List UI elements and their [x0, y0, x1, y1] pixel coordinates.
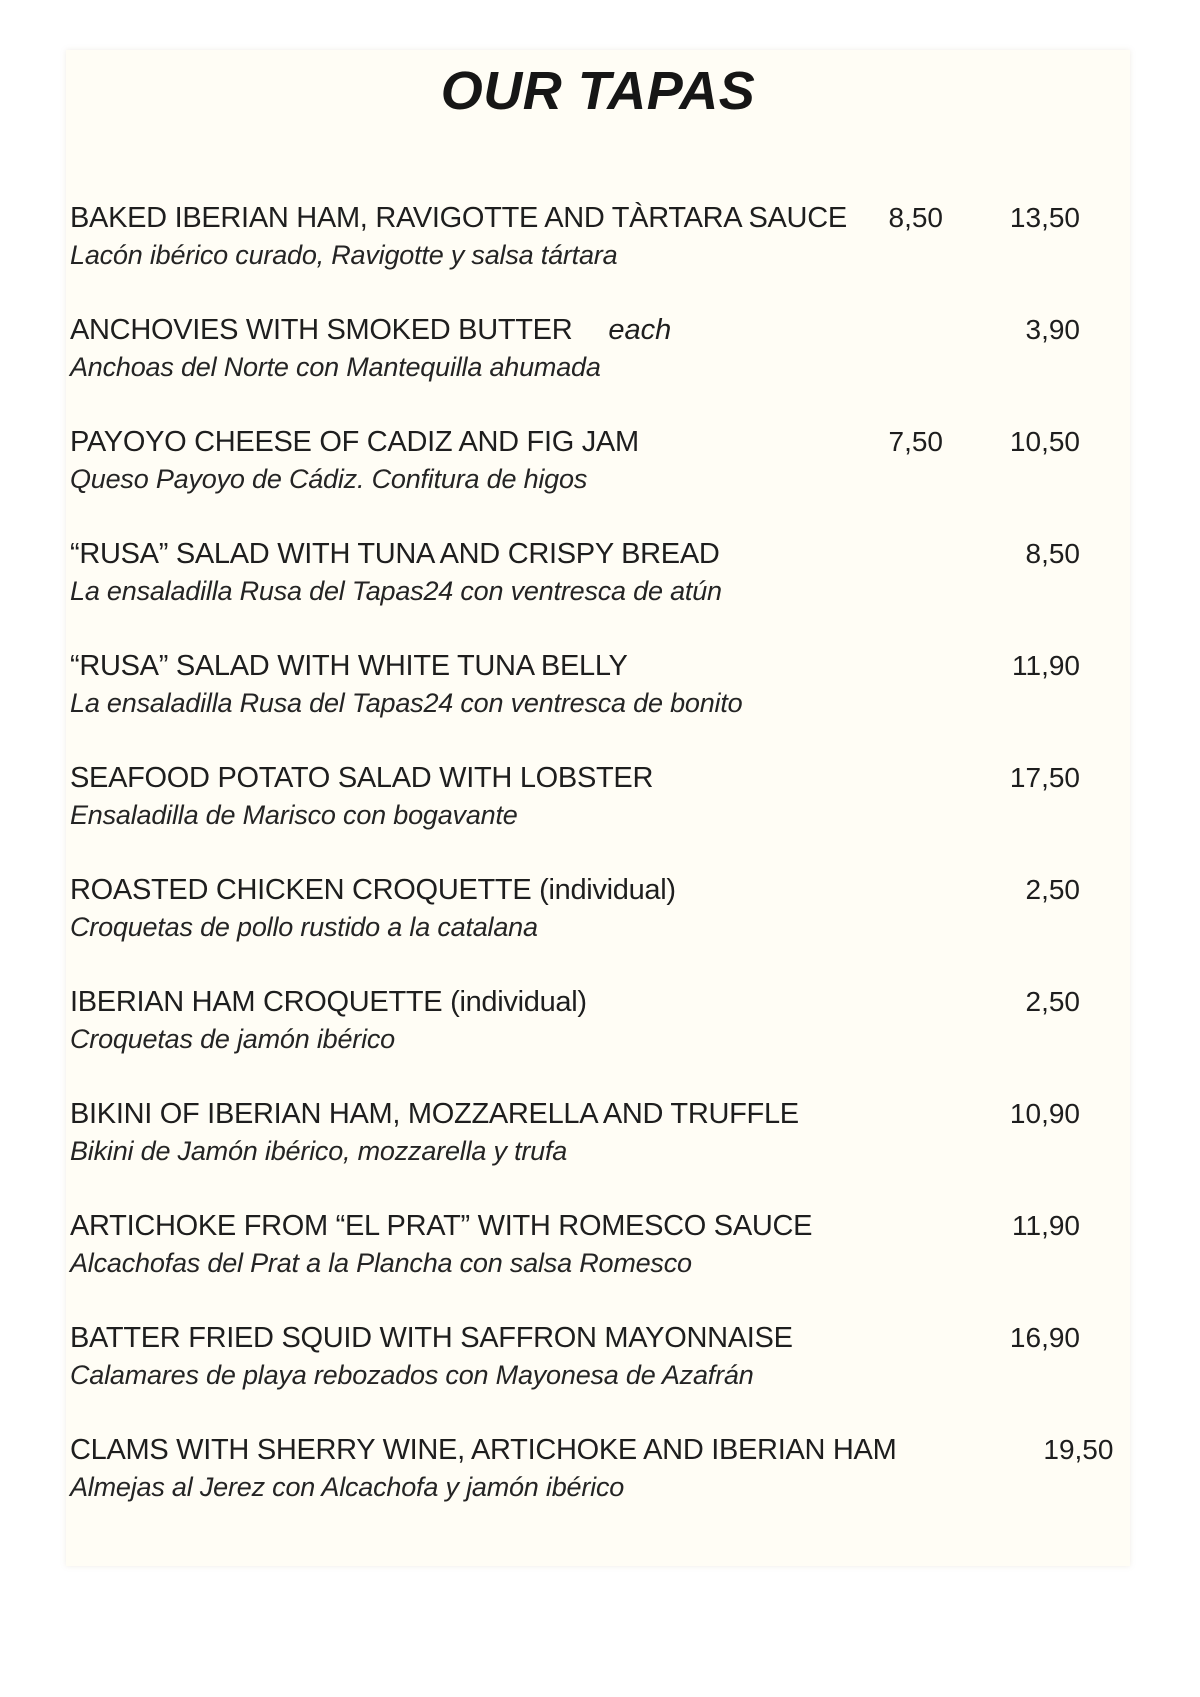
item-name-line	[70, 1209, 863, 1244]
menu-item	[66, 200, 1130, 272]
menu-item-row	[70, 1432, 1114, 1468]
menu-item	[66, 1432, 1130, 1504]
menu-item-row	[70, 648, 1080, 684]
menu-item	[66, 648, 1130, 720]
item-name-line	[70, 873, 863, 908]
item-name: IBERIAN HAM CROQUETTE (individual)	[70, 986, 587, 1018]
menu-item-row	[70, 872, 1080, 908]
item-price-large: 10,90	[1009, 1098, 1080, 1129]
item-price-large: 17,50	[1009, 762, 1080, 793]
item-name: BAKED IBERIAN HAM, RAVIGOTTE AND TÀRTARA SAUCE	[70, 202, 847, 234]
item-description: La ensaladilla Rusa del Tapas24 con ventresca de bonito	[70, 688, 743, 718]
item-description: Almejas al Jerez con Alcachofa y jamón ibérico	[70, 1472, 625, 1502]
item-price-small: 7,50	[888, 426, 943, 457]
menu-items-list	[66, 200, 1130, 1504]
item-price-large: 8,50	[1025, 538, 1080, 569]
item-name: SEAFOOD POTATO SALAD WITH LOBSTER	[70, 762, 654, 794]
item-name: CLAMS WITH SHERRY WINE, ARTICHOKE AND IBERIAN HAM	[70, 1434, 897, 1466]
menu-item-row	[70, 424, 1080, 460]
menu-item-row	[70, 760, 1080, 796]
item-name-line	[70, 985, 863, 1020]
item-name: PAYOYO CHEESE OF CADIZ AND FIG JAM	[70, 426, 639, 458]
item-unit-note: each	[608, 314, 672, 346]
item-price-large: 2,50	[1025, 874, 1080, 905]
item-price-large: 16,90	[1009, 1322, 1080, 1353]
item-description: Bikini de Jamón ibérico, mozzarella y trufa	[70, 1136, 568, 1166]
item-name-line	[70, 761, 863, 796]
item-price-large: 11,90	[1012, 650, 1080, 681]
menu-card	[66, 50, 1130, 1566]
menu-item	[66, 536, 1130, 608]
item-description: Ensaladilla de Marisco con bogavante	[70, 800, 518, 830]
menu-item	[66, 1320, 1130, 1392]
item-description: Queso Payoyo de Cádiz. Confitura de higos	[70, 464, 588, 494]
menu-item	[66, 760, 1130, 832]
menu-item	[66, 1208, 1130, 1280]
menu-item	[66, 312, 1130, 384]
item-price-large: 3,90	[1025, 314, 1080, 345]
item-name-line	[70, 1433, 896, 1468]
item-description: Lacón ibérico curado, Ravigotte y salsa tártara	[70, 240, 618, 270]
menu-item	[66, 984, 1130, 1056]
item-name-line	[70, 313, 863, 348]
item-price-large: 10,50	[1009, 426, 1080, 457]
item-name: BIKINI OF IBERIAN HAM, MOZZARELLA AND TRUFFLE	[70, 1098, 799, 1130]
menu-item-row	[70, 1208, 1080, 1244]
menu-item-row	[70, 1320, 1080, 1356]
menu-item	[66, 424, 1130, 496]
menu-item-row	[70, 536, 1080, 572]
item-description: La ensaladilla Rusa del Tapas24 con ventresca de atún	[70, 576, 722, 606]
menu-item-row	[70, 312, 1080, 348]
item-name: “RUSA” SALAD WITH WHITE TUNA BELLY	[70, 650, 628, 682]
item-name: ROASTED CHICKEN CROQUETTE (individual)	[70, 874, 676, 906]
item-name-line	[70, 1321, 863, 1356]
item-name: BATTER FRIED SQUID WITH SAFFRON MAYONNAISE	[70, 1322, 793, 1354]
item-description: Calamares de playa rebozados con Mayonesa de Azafrán	[70, 1360, 754, 1390]
item-name-line	[70, 425, 863, 460]
item-price-small: 8,50	[888, 202, 943, 233]
item-description: Anchoas del Norte con Mantequilla ahumada	[70, 352, 601, 382]
menu-item	[66, 872, 1130, 944]
item-price-large: 11,90	[1012, 1210, 1080, 1241]
item-description: Croquetas de jamón ibérico	[70, 1024, 395, 1054]
item-name: ANCHOVIES WITH SMOKED BUTTER	[70, 314, 573, 346]
menu-item	[66, 1096, 1130, 1168]
item-price-large: 19,50	[1043, 1434, 1114, 1465]
menu-title: OUR TAPAS	[440, 61, 756, 121]
item-description: Croquetas de pollo rustido a la catalana	[70, 912, 538, 942]
item-description: Alcachofas del Prat a la Plancha con salsa Romesco	[70, 1248, 692, 1278]
menu-item-row	[70, 1096, 1080, 1132]
item-name: “RUSA” SALAD WITH TUNA AND CRISPY BREAD	[70, 538, 720, 570]
item-name: ARTICHOKE FROM “EL PRAT” WITH ROMESCO SAUCE	[70, 1210, 813, 1242]
item-price-large: 13,50	[1009, 202, 1080, 233]
item-name-line	[70, 201, 863, 236]
menu-item-row	[70, 984, 1080, 1020]
item-name-line	[70, 1097, 863, 1132]
menu-item-row	[70, 200, 1080, 236]
item-price-large: 2,50	[1025, 986, 1080, 1017]
item-name-line	[70, 649, 863, 684]
item-name-line	[70, 537, 863, 572]
